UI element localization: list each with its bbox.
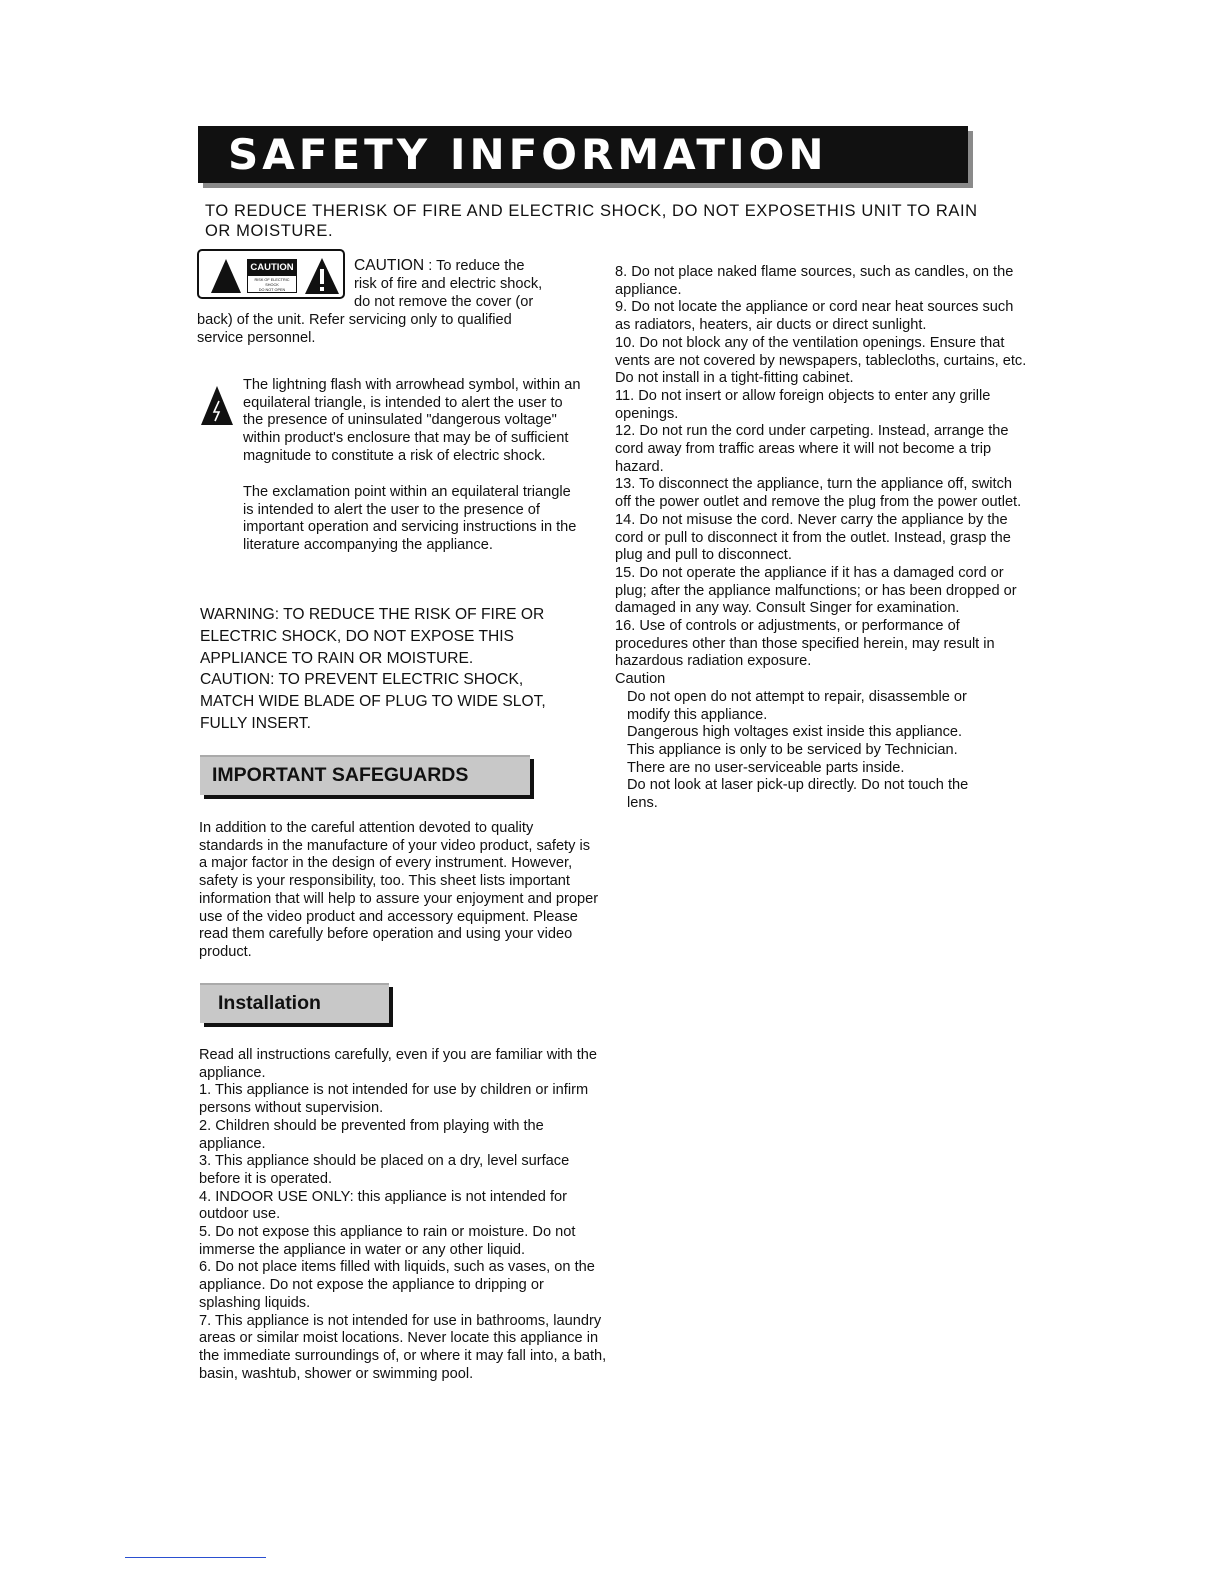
warning-line-2: ELECTRIC SHOCK, DO NOT EXPOSE THIS: [200, 627, 514, 645]
list-item: 14. Do not misuse the cord. Never carry the appliance by the cord or pull to disconnect it from the outlet. Instead, grasp the plug and pull to disconnect.: [615, 511, 1011, 564]
warning-line-1: WARNING: TO REDUCE THE RISK OF FIRE OR: [200, 606, 545, 623]
warning-line-6: FULLY INSERT.: [200, 714, 311, 732]
warning-block: [200, 604, 580, 735]
caution-line-5: service personnel.: [197, 330, 316, 346]
warning-line-4: CAUTION: TO PREVENT ELECTRIC SHOCK,: [200, 671, 524, 689]
important-safeguards-header: [200, 755, 530, 795]
caution-item: Dangerous high voltages exist inside this appliance. This appliance is only to be serviced by Technician. There are no user-serviceable parts inside.: [627, 724, 963, 776]
caution-line-4: back) of the unit. Refer servicing only to qualified: [197, 312, 512, 328]
caution-label-text: CAUTION: [248, 260, 296, 276]
installation-header: [200, 983, 389, 1023]
list-item: 11. Do not insert or allow foreign objects to enter any grille openings.: [615, 387, 991, 422]
title-banner: [198, 126, 968, 183]
important-safeguards-body: In addition to the careful attention devoted to quality standards in the manufacture of your video product, safety is a major factor in the design of every instrument. However, safety is your responsibility, too. This sheet lists important information that will help to assure your enjoyment and proper use of the video product and accessory equipment. Please read them carefully before operation and using your video product.: [199, 820, 599, 960]
exclamation-triangle-icon: [303, 256, 341, 296]
list-item: 6. Do not place items filled with liquids, such as vases, on the appliance. Do not expose the appliance to dripping or splashing liquids.: [199, 1259, 595, 1311]
list-item: 5. Do not expose this appliance to rain or moisture. Do not immerse the appliance in water or any other liquid.: [199, 1224, 576, 1258]
right-column-list: [615, 264, 1027, 813]
list-item: 10. Do not block any of the ventilation openings. Ensure that vents are not covered by newspapers, tablecloths, curtains, etc. Do not install in a tight-fitting cabinet.: [615, 334, 1027, 387]
list-item: 4. INDOOR USE ONLY: this appliance is not intended for outdoor use.: [199, 1188, 567, 1223]
caution-item: Do not open do not attempt to repair, disassemble or modify this appliance.: [627, 688, 967, 723]
list-item: 8. Do not place naked flame sources, such as candles, on the appliance.: [615, 264, 1014, 298]
list-item: 7. This appliance is not intended for use in bathrooms, laundry areas or similar moist locations. Never locate this appliance in the immediate surroundings of, or where it may fall into, a bath, basin, washtub, shower or swimming pool.: [199, 1312, 607, 1382]
warning-triangle-icon: [209, 257, 243, 295]
list-item: 16. Use of controls or adjustments, or performance of procedures other than those specified herein, may result in hazardous radiation exposure.: [615, 618, 995, 670]
caution-heading: CAUTION: [354, 257, 425, 274]
list-item: 1. This appliance is not intended for use by children or infirm persons without supervision.: [199, 1082, 589, 1117]
installation-list: [199, 1047, 607, 1383]
intro-warning: TO REDUCE THERISK OF FIRE AND ELECTRIC SHOCK, DO NOT EXPOSETHIS UNIT TO RAIN OR MOISTURE.: [205, 202, 978, 240]
caution-item: Do not look at laser pick-up directly. Do not touch the lens.: [627, 777, 969, 812]
important-safeguards-title: IMPORTANT SAFEGUARDS: [212, 764, 469, 786]
caution-line-2: risk of fire and electric shock,: [354, 276, 543, 292]
caution-label-sub2: DO NOT OPEN: [258, 288, 286, 292]
footer-divider: [125, 1557, 266, 1558]
caution-line-1-text: : To reduce the: [424, 258, 525, 274]
list-item: 13. To disconnect the appliance, turn the appliance off, switch off the power outlet and remove the plug from the power outlet.: [615, 476, 1022, 511]
caution-line-3: do not remove the cover (or: [354, 294, 534, 310]
list-item: 3. This appliance should be placed on a dry, level surface before it is operated.: [199, 1153, 570, 1187]
warning-line-3: APPLIANCE TO RAIN OR MOISTURE.: [200, 649, 474, 667]
caution-label-sub1: RISK OF ELECTRIC SHOCK: [254, 278, 290, 287]
exclamation-symbol-text: The exclamation point within an equilateral triangle is intended to alert the user to the presence of important operation and servicing instructions in the literature accompanying the appliance.: [243, 484, 577, 554]
installation-title: Installation: [218, 992, 321, 1014]
caution-label: [247, 259, 297, 293]
lightning-triangle-icon: [200, 385, 234, 427]
caution-line-1: [354, 257, 525, 276]
caution-badge: [197, 249, 345, 299]
list-item: 12. Do not run the cord under carpeting. Instead, arrange the cord away from traffic areas where it will not become a trip hazard.: [615, 423, 1009, 475]
lightning-symbol-text: The lightning flash with arrowhead symbol, within an equilateral triangle, is intended to alert the user to the presence of uninsulated "dangerous voltage" within product's enclosure that may be of sufficient magnitude to constitute a risk of electric shock.: [243, 377, 581, 464]
warning-line-5: MATCH WIDE BLADE OF PLUG TO WIDE SLOT,: [200, 693, 546, 711]
list-item: 9. Do not locate the appliance or cord near heat sources such as radiators, heaters, air ducts or direct sunlight.: [615, 299, 1014, 334]
list-item: 2. Children should be prevented from playing with the appliance.: [199, 1117, 544, 1152]
list-item: 15. Do not operate the appliance if it has a damaged cord or plug; after the appliance malfunctions; or has been dropped or damaged in any way. Consult Singer for examination.: [615, 564, 1017, 617]
installation-intro: Read all instructions carefully, even if you are familiar with the appliance.: [199, 1047, 597, 1081]
caution-subheading: Caution: [615, 671, 666, 688]
page-title: SAFETY INFORMATION: [228, 130, 828, 179]
